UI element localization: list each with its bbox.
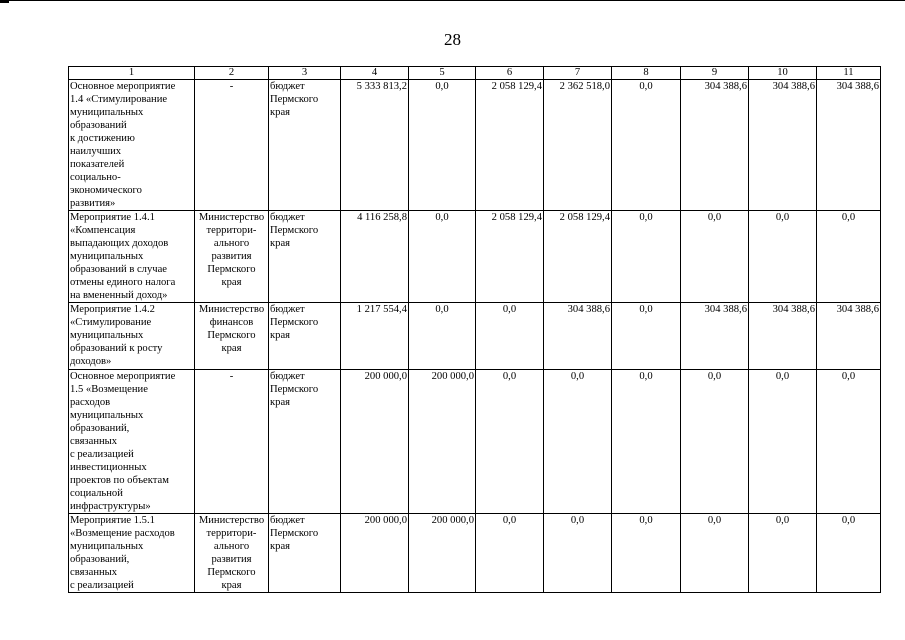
executor-cell: Министерство территори- ального развития Пермского края bbox=[195, 514, 269, 593]
activity-name-cell: Мероприятие 1.5.1 «Возмещение расходов муниципальных образований, связанных с реализацией bbox=[69, 514, 195, 593]
activity-name-cell: Основное мероприятие 1.4 «Стимулирование муниципальных образований к достижению наилучших показателей социально- экономического развития» bbox=[69, 80, 195, 211]
amount-cell: 2 058 129,4 bbox=[476, 211, 544, 303]
header-cell: 4 bbox=[341, 67, 409, 80]
header-cell: 8 bbox=[612, 67, 681, 80]
amount-cell: 200 000,0 bbox=[409, 514, 476, 593]
amount-cell: 304 388,6 bbox=[681, 303, 749, 370]
amount-cell: 0,0 bbox=[817, 514, 881, 593]
amount-cell: 0,0 bbox=[612, 514, 681, 593]
amount-cell: 304 388,6 bbox=[544, 303, 612, 370]
amount-cell: 0,0 bbox=[612, 303, 681, 370]
funding-source-cell: бюджет Пермского края bbox=[269, 514, 341, 593]
funding-source-cell: бюджет Пермского края bbox=[269, 211, 341, 303]
amount-cell: 304 388,6 bbox=[681, 80, 749, 211]
amount-cell: 0,0 bbox=[749, 211, 817, 303]
amount-cell: 2 058 129,4 bbox=[476, 80, 544, 211]
amount-cell: 0,0 bbox=[544, 514, 612, 593]
amount-cell: 0,0 bbox=[476, 370, 544, 514]
amount-cell: 0,0 bbox=[544, 370, 612, 514]
header-cell: 5 bbox=[409, 67, 476, 80]
header-row bbox=[69, 67, 881, 80]
amount-cell: 0,0 bbox=[409, 211, 476, 303]
amount-cell: 0,0 bbox=[681, 370, 749, 514]
header-cell: 11 bbox=[817, 67, 881, 80]
amount-cell: 0,0 bbox=[476, 303, 544, 370]
table-row bbox=[69, 303, 881, 370]
amount-cell: 200 000,0 bbox=[409, 370, 476, 514]
amount-cell: 304 388,6 bbox=[817, 80, 881, 211]
executor-cell: - bbox=[195, 370, 269, 514]
amount-cell: 200 000,0 bbox=[341, 514, 409, 593]
table-row bbox=[69, 211, 881, 303]
amount-cell: 0,0 bbox=[409, 80, 476, 211]
header-cell: 1 bbox=[69, 67, 195, 80]
amount-cell: 304 388,6 bbox=[749, 80, 817, 211]
amount-cell: 0,0 bbox=[612, 80, 681, 211]
amount-cell: 0,0 bbox=[817, 370, 881, 514]
amount-cell: 200 000,0 bbox=[341, 370, 409, 514]
amount-cell: 0,0 bbox=[409, 303, 476, 370]
top-rule bbox=[0, 0, 905, 1]
funding-source-cell: бюджет Пермского края bbox=[269, 80, 341, 211]
amount-cell: 2 058 129,4 bbox=[544, 211, 612, 303]
corner-mark bbox=[0, 0, 9, 3]
executor-cell: Министерство финансов Пермского края bbox=[195, 303, 269, 370]
amount-cell: 0,0 bbox=[749, 370, 817, 514]
amount-cell: 304 388,6 bbox=[749, 303, 817, 370]
budget-table bbox=[68, 66, 881, 593]
amount-cell: 1 217 554,4 bbox=[341, 303, 409, 370]
page-number: 28 bbox=[444, 30, 461, 49]
amount-cell: 2 362 518,0 bbox=[544, 80, 612, 211]
header-cell: 9 bbox=[681, 67, 749, 80]
header-cell: 7 bbox=[544, 67, 612, 80]
amount-cell: 0,0 bbox=[749, 514, 817, 593]
amount-cell: 0,0 bbox=[817, 211, 881, 303]
header-cell: 10 bbox=[749, 67, 817, 80]
amount-cell: 5 333 813,2 bbox=[341, 80, 409, 211]
amount-cell: 304 388,6 bbox=[817, 303, 881, 370]
header-cell: 2 bbox=[195, 67, 269, 80]
header-cell: 6 bbox=[476, 67, 544, 80]
funding-source-cell: бюджет Пермского края bbox=[269, 370, 341, 514]
table-row bbox=[69, 370, 881, 514]
amount-cell: 4 116 258,8 bbox=[341, 211, 409, 303]
activity-name-cell: Мероприятие 1.4.1 «Компенсация выпадающих доходов муниципальных образований в случае отмены единого налога на вмененный доход» bbox=[69, 211, 195, 303]
funding-source-cell: бюджет Пермского края bbox=[269, 303, 341, 370]
activity-name-cell: Мероприятие 1.4.2 «Стимулирование муниципальных образований к росту доходов» bbox=[69, 303, 195, 370]
amount-cell: 0,0 bbox=[476, 514, 544, 593]
amount-cell: 0,0 bbox=[612, 211, 681, 303]
amount-cell: 0,0 bbox=[681, 211, 749, 303]
table-row bbox=[69, 514, 881, 593]
header-cell: 3 bbox=[269, 67, 341, 80]
activity-name-cell: Основное мероприятие 1.5 «Возмещение расходов муниципальных образований, связанных с реализацией инвестиционных проектов по объектам социальной инфраструктуры» bbox=[69, 370, 195, 514]
executor-cell: - bbox=[195, 80, 269, 211]
table-row bbox=[69, 80, 881, 211]
executor-cell: Министерство территори- ального развития Пермского края bbox=[195, 211, 269, 303]
amount-cell: 0,0 bbox=[681, 514, 749, 593]
amount-cell: 0,0 bbox=[612, 370, 681, 514]
